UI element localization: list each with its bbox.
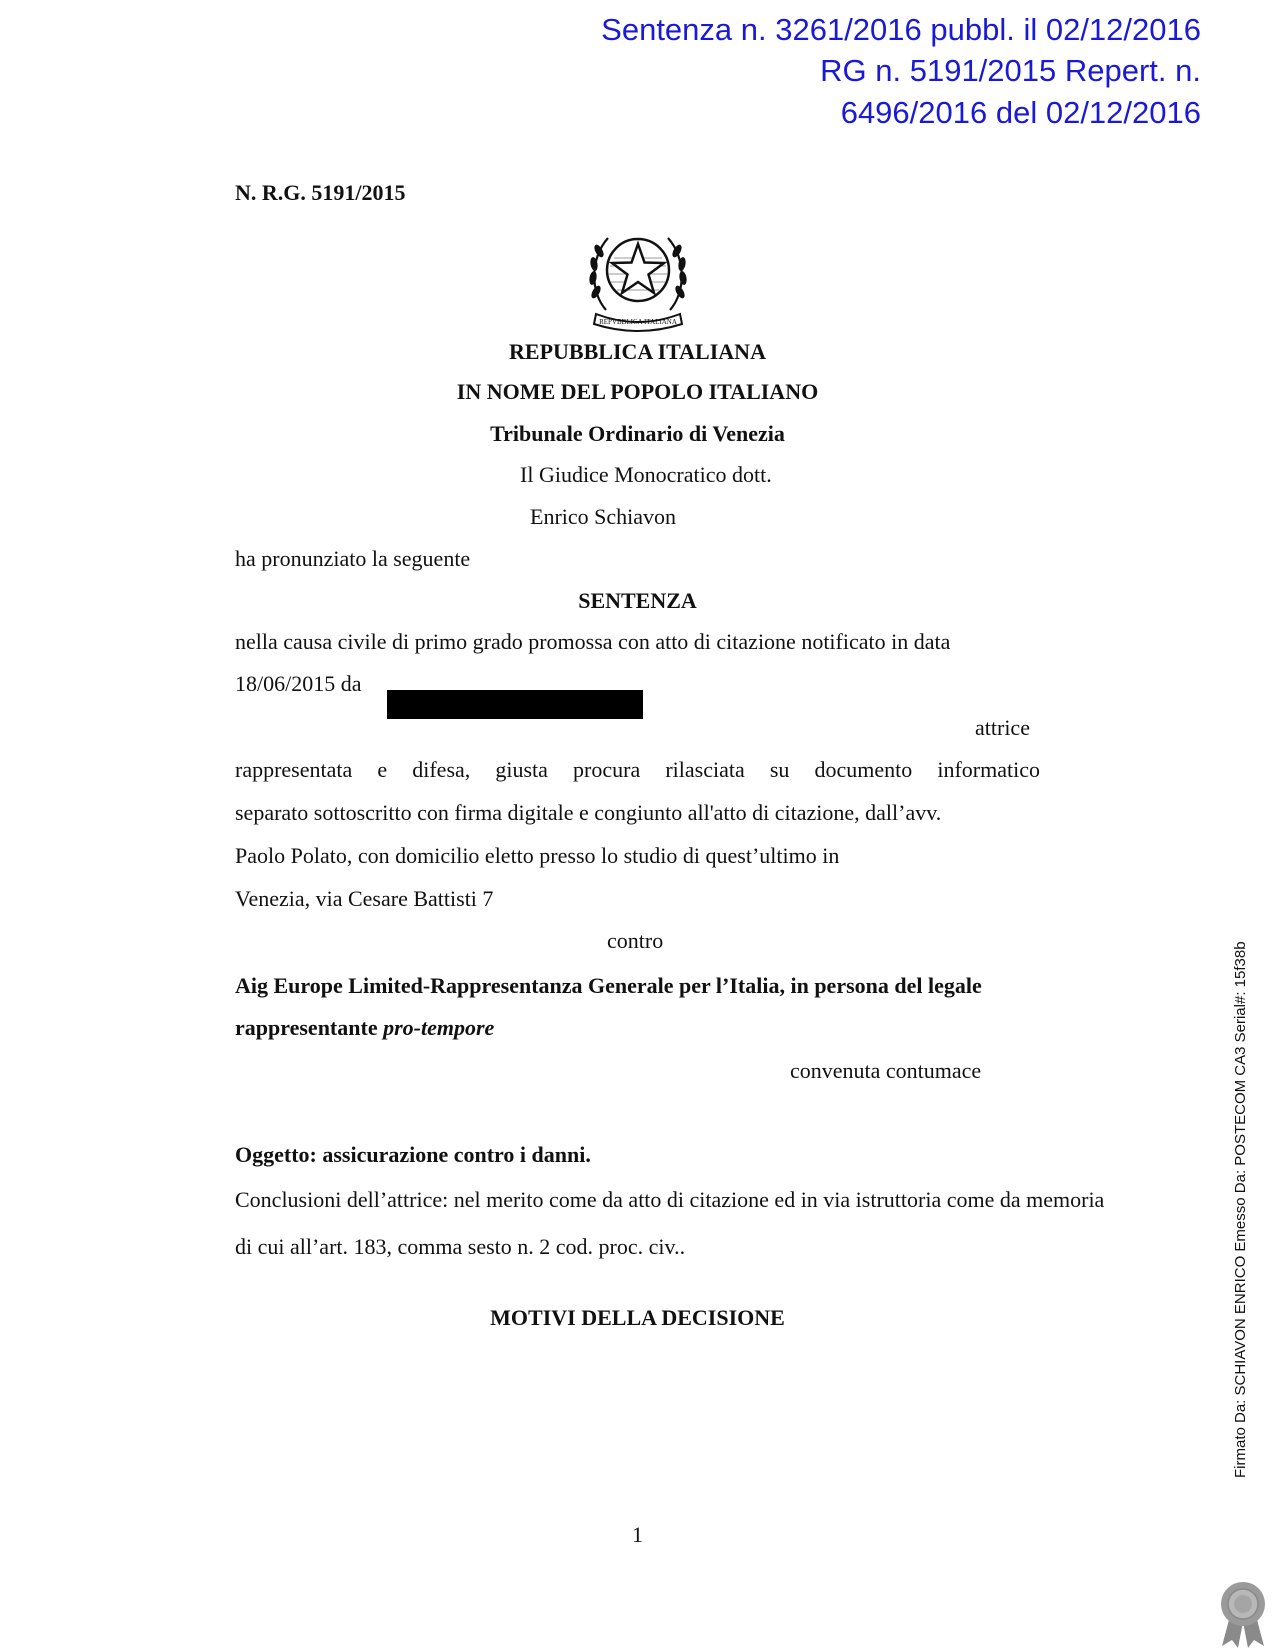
subject-line: Oggetto: assicurazione contro i danni. xyxy=(235,1142,591,1167)
pronounced-text: ha pronunziato la seguente xyxy=(235,546,471,571)
publication-stamp-line-1: Sentenza n. 3261/2016 pubbl. il 02/12/2016 xyxy=(601,12,1201,47)
representation-line-2: separato sottoscritto con firma digitale e congiunto all'atto di citazione, dall’avv. xyxy=(235,800,942,825)
publication-stamp-line-3: 6496/2016 del 02/12/2016 xyxy=(840,95,1201,130)
defendant-line-2 xyxy=(235,1017,494,1039)
defendant-role: convenuta contumace xyxy=(790,1058,982,1083)
defendant-line-1: Aig Europe Limited-Rappresentanza Generale per l’Italia, in persona del legale xyxy=(235,973,982,998)
cause-line-2: 18/06/2015 da xyxy=(235,671,362,696)
emblem-ribbon-text: REPVBBLICA ITALIANA xyxy=(599,318,677,326)
judge-title: Il Giudice Monocratico dott. xyxy=(520,462,772,487)
conclusions-line-1: Conclusioni dell’attrice: nel merito come da atto di citazione ed in via istruttoria come da memoria xyxy=(235,1187,1105,1212)
case-number: N. R.G. 5191/2015 xyxy=(235,180,406,205)
page-number: 1 xyxy=(632,1522,643,1547)
defendant-line-2-text: rappresentante xyxy=(235,1015,384,1040)
seal-ribbon-icon xyxy=(1216,1580,1270,1648)
redacted-plaintiff-name xyxy=(387,690,643,719)
motives-title: MOTIVI DELLA DECISIONE xyxy=(490,1305,785,1330)
defendant-line-2-italic: pro-tempore xyxy=(383,1015,495,1040)
in-name-heading: IN NOME DEL POPOLO ITALIANO xyxy=(456,379,819,404)
italian-republic-emblem xyxy=(584,218,692,335)
versus-text: contro xyxy=(607,928,664,953)
plaintiff-role: attrice xyxy=(975,715,1030,740)
representation-line-1: rappresentata e difesa, giusta procura rilasciata su documento informatico xyxy=(235,757,1040,782)
representation-line-4: Venezia, via Cesare Battisti 7 xyxy=(235,886,494,911)
judge-name: Enrico Schiavon xyxy=(530,504,677,529)
conclusions-line-2: di cui all’art. 183, comma sesto n. 2 cod. proc. civ.. xyxy=(235,1234,686,1259)
court-name: Tribunale Ordinario di Venezia xyxy=(490,421,785,446)
sentence-title: SENTENZA xyxy=(578,588,697,613)
representation-line-3: Paolo Polato, con domicilio eletto presso lo studio di quest’ultimo in xyxy=(235,843,840,868)
publication-stamp-line-2: RG n. 5191/2015 Repert. n. xyxy=(820,53,1201,88)
cause-line-1: nella causa civile di primo grado promossa con atto di citazione notificato in data xyxy=(235,629,951,654)
digital-signature-note: Firmato Da: SCHIAVON ENRICO Emesso Da: POSTECOM CA3 Serial#: 15f38b xyxy=(1232,941,1249,1478)
republic-heading: REPUBBLICA ITALIANA xyxy=(509,339,766,364)
